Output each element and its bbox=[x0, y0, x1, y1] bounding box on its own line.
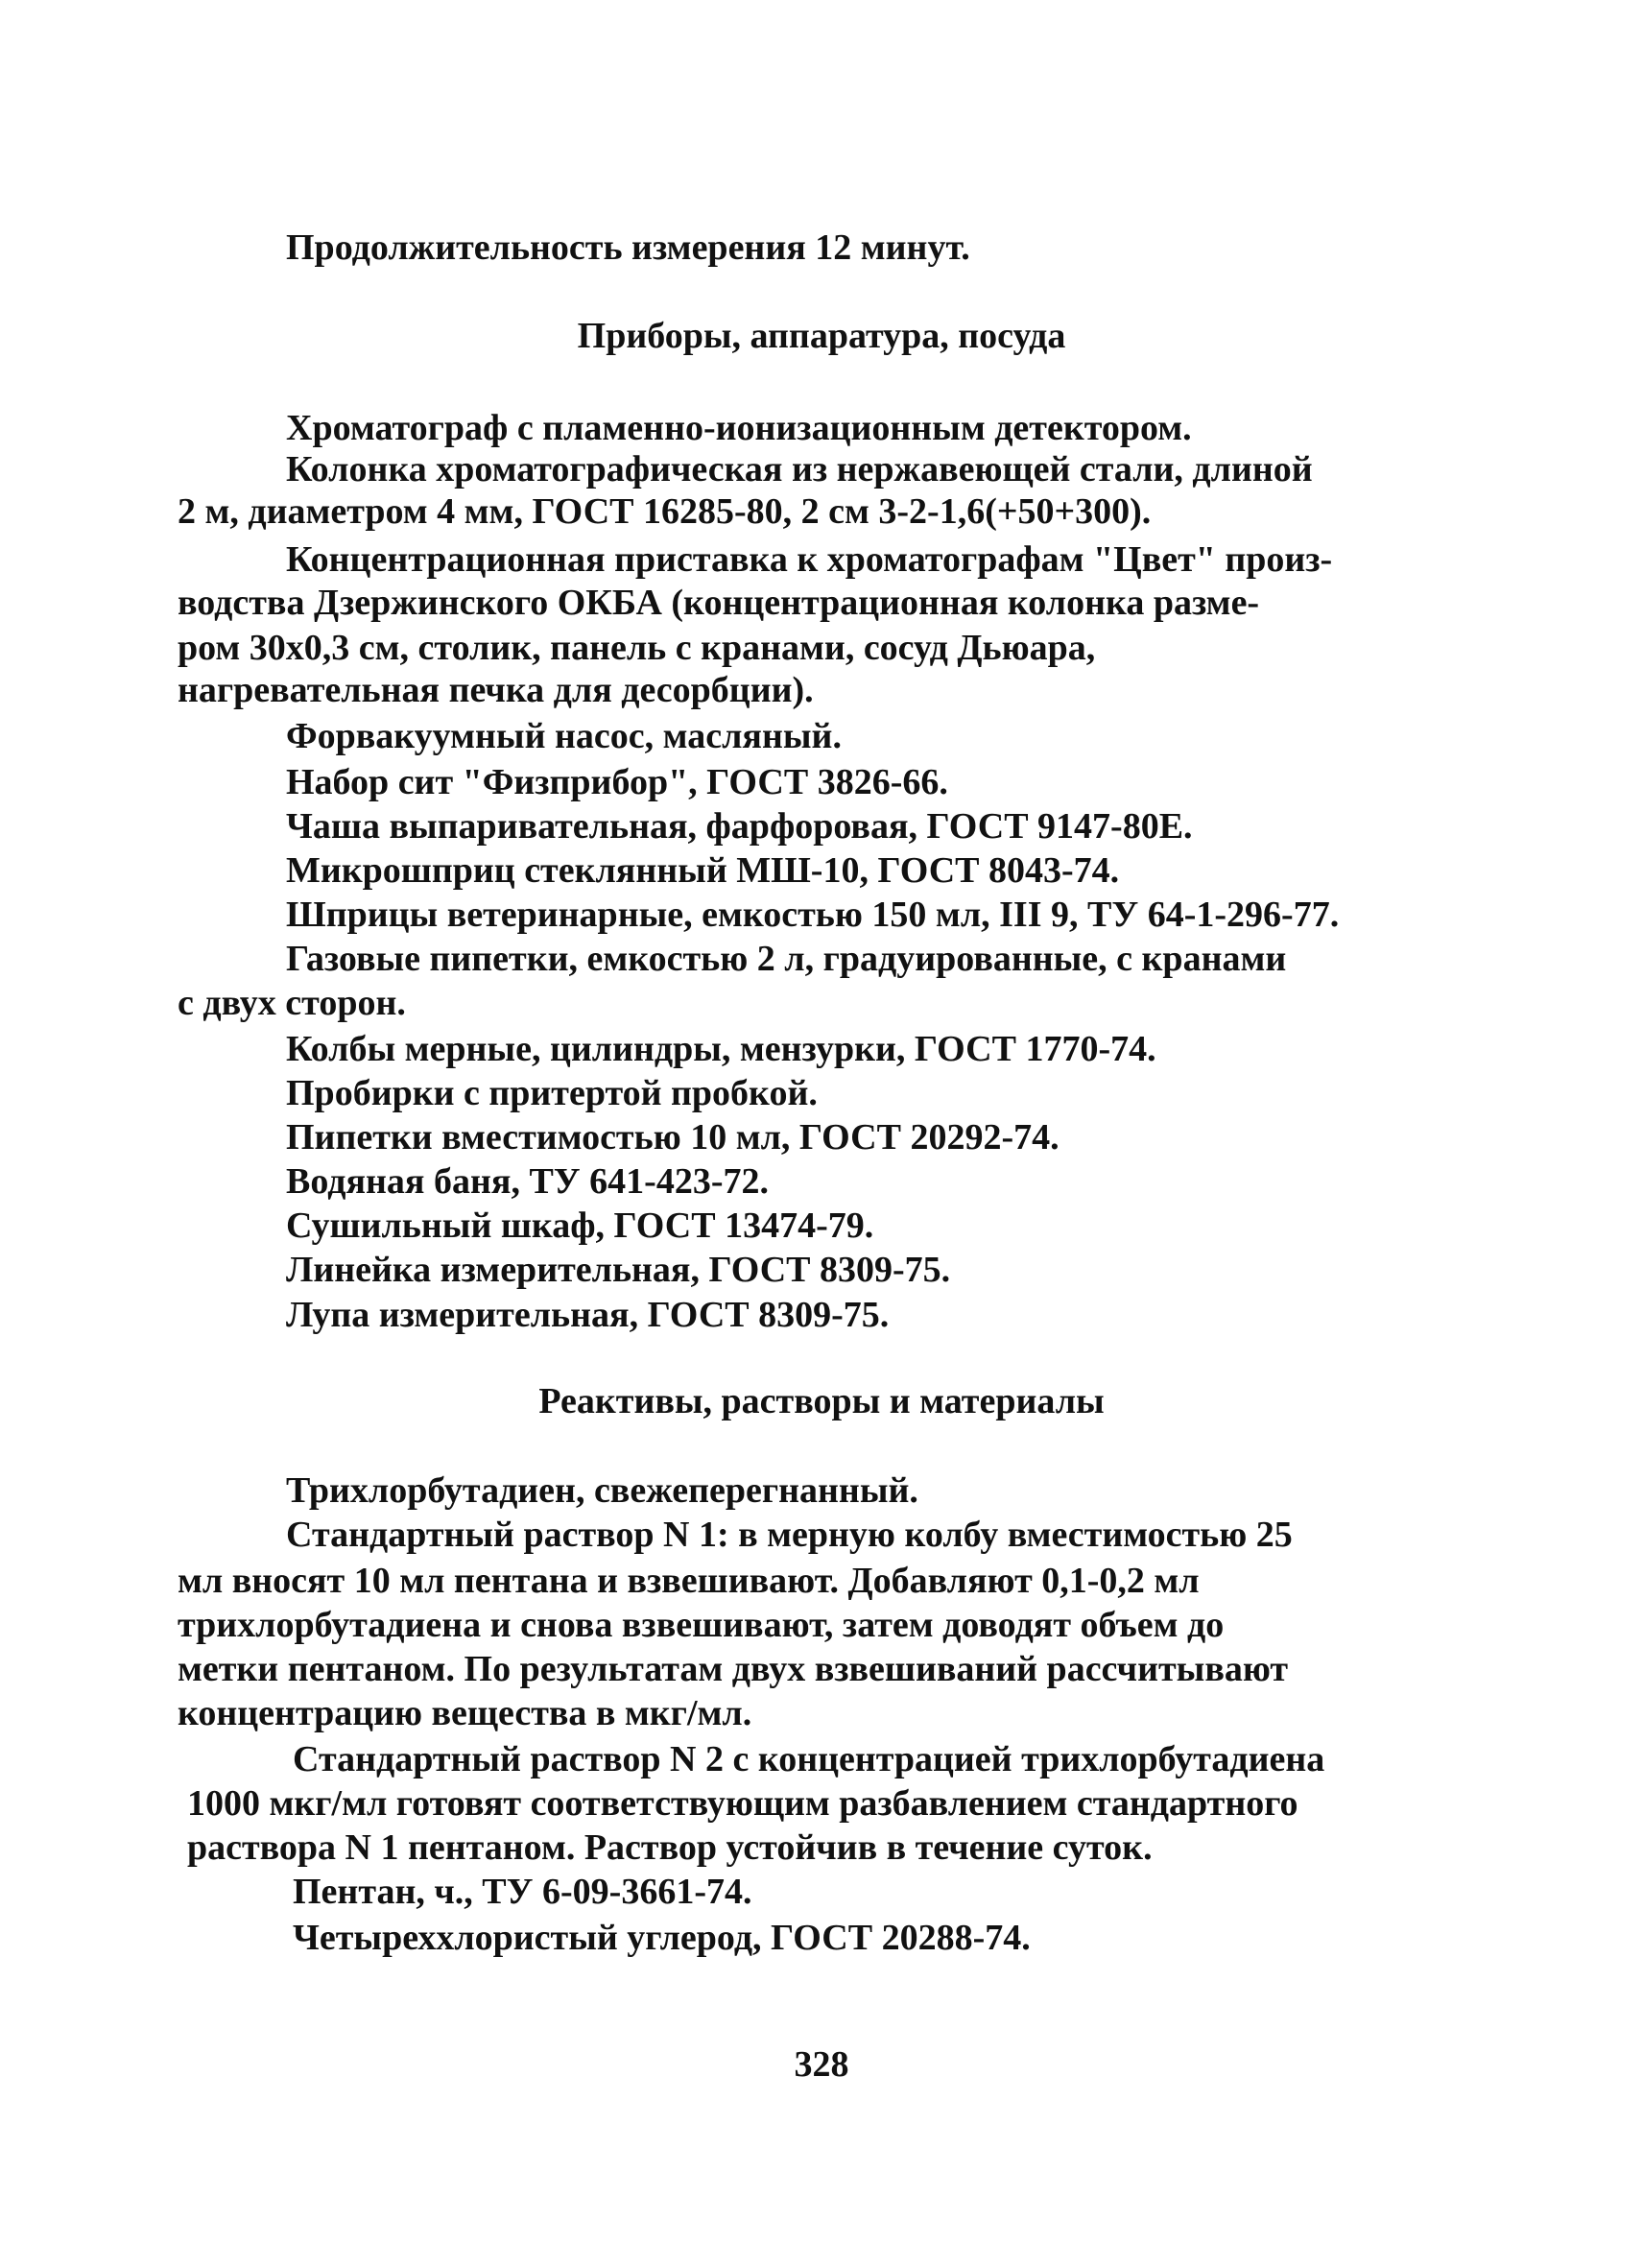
reagent-line: Стандартный раствор N 2 с концентрацией трихлорбутадиена bbox=[293, 1739, 1325, 1779]
reagent-line: Стандартный раствор N 1: в мерную колбу вместимостью 25 bbox=[286, 1515, 1293, 1555]
equipment-line: ром 30х0,3 см, столик, панель с кранами, сосуд Дьюара, bbox=[178, 628, 1096, 668]
reagent-line: мл вносят 10 мл пентана и взвешивают. Добавляют 0,1-0,2 мл bbox=[178, 1561, 1200, 1601]
equipment-line: Лупа измерительная, ГОСТ 8309-75. bbox=[286, 1295, 890, 1335]
reagent-line: Четыреххлористый углерод, ГОСТ 20288-74. bbox=[293, 1918, 1031, 1958]
reagent-line: Трихлорбутадиен, свежеперегнанный. bbox=[286, 1470, 918, 1511]
equipment-line: с двух сторон. bbox=[178, 983, 406, 1023]
reagent-line: трихлорбутадиена и снова взвешивают, затем доводят объем до bbox=[178, 1605, 1225, 1645]
equipment-line: Микрошприц стеклянный МШ-10, ГОСТ 8043-74. bbox=[286, 850, 1120, 891]
equipment-line: Хроматограф с пламенно-ионизационным детектором. bbox=[286, 408, 1192, 448]
equipment-line: Форвакуумный насос, масляный. bbox=[286, 716, 842, 756]
equipment-line: Водяная баня, ТУ 641-423-72. bbox=[286, 1161, 769, 1202]
equipment-line: Концентрационная приставка к хроматографам "Цвет" произ- bbox=[286, 539, 1333, 580]
reagent-line: концентрацию вещества в мкг/мл. bbox=[178, 1693, 752, 1733]
equipment-line: Газовые пипетки, емкостью 2 л, градуированные, с кранами bbox=[286, 939, 1287, 979]
equipment-line: нагревательная печка для десорбции). bbox=[178, 670, 814, 710]
intro-text: Продолжительность измерения 12 минут. bbox=[286, 227, 970, 268]
equipment-line: Линейка измерительная, ГОСТ 8309-75. bbox=[286, 1250, 951, 1290]
reagent-line: метки пентаном. По результатам двух взвешиваний рассчитывают bbox=[178, 1649, 1289, 1689]
reagent-line: 1000 мкг/мл готовят соответствующим разбавлением стандартного bbox=[187, 1783, 1298, 1824]
equipment-line: Набор сит "Физприбор", ГОСТ 3826-66. bbox=[286, 762, 948, 802]
page-number: 328 bbox=[794, 2044, 849, 2085]
equipment-line: Пипетки вместимостью 10 мл, ГОСТ 20292-74. bbox=[286, 1117, 1060, 1158]
reagent-line: раствора N 1 пентаном. Раствор устойчив в течение суток. bbox=[187, 1827, 1153, 1868]
equipment-line: Колбы мерные, цилиндры, мензурки, ГОСТ 1770-74. bbox=[286, 1029, 1156, 1069]
equipment-line: Сушильный шкаф, ГОСТ 13474-79. bbox=[286, 1206, 874, 1246]
reagent-line: Пентан, ч., ТУ 6-09-3661-74. bbox=[293, 1872, 752, 1912]
equipment-line: Колонка хроматографическая из нержавеющей стали, длиной bbox=[286, 449, 1313, 489]
equipment-line: Шприцы ветеринарные, емкостью 150 мл, III 9, ТУ 64-1-296-77. bbox=[286, 895, 1340, 935]
equipment-line: водства Дзержинского ОКБА (концентрационная колонка разме- bbox=[178, 583, 1260, 623]
equipment-line: Чаша выпаривательная, фарфоровая, ГОСТ 9147-80Е. bbox=[286, 806, 1193, 847]
section-heading-equipment: Приборы, аппаратура, посуда bbox=[577, 316, 1066, 356]
section-heading-reagents: Реактивы, растворы и материалы bbox=[538, 1381, 1105, 1421]
equipment-line: Пробирки с притертой пробкой. bbox=[286, 1073, 818, 1113]
equipment-line: 2 м, диаметром 4 мм, ГОСТ 16285-80, 2 см 3-2-1,6(+50+300). bbox=[178, 491, 1152, 532]
